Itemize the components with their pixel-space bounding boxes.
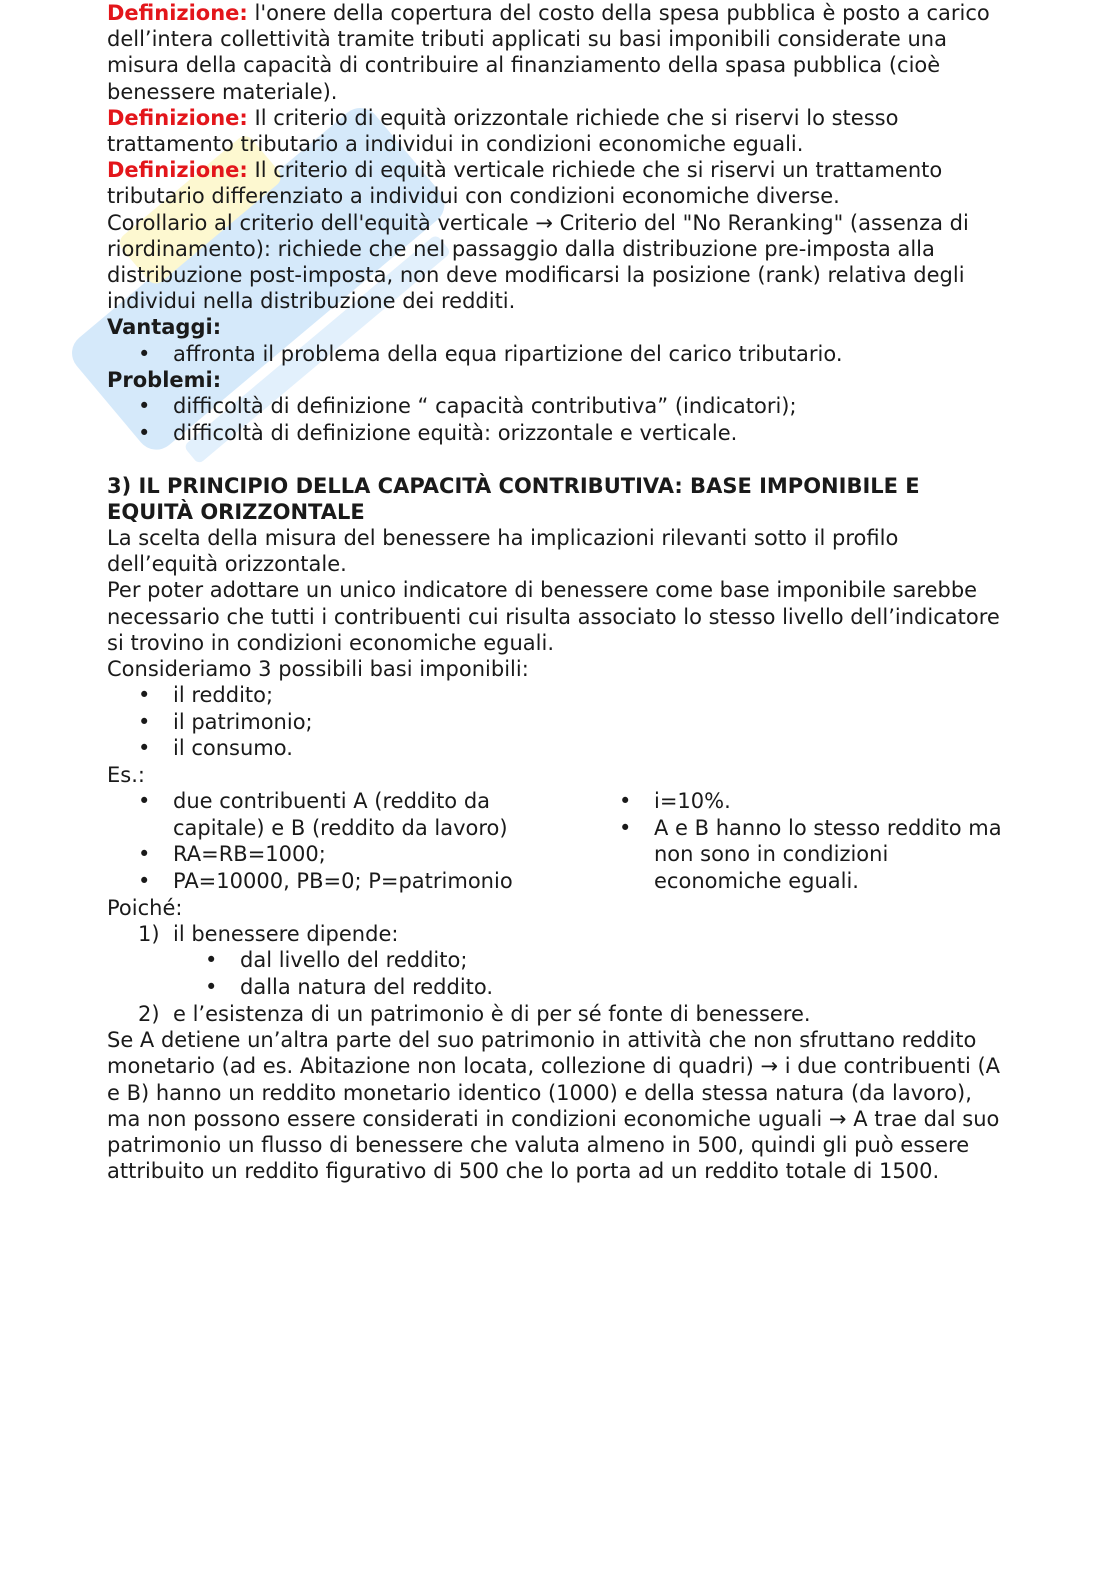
paragraph: Consideriamo 3 possibili basi imponibili:: [107, 657, 529, 682]
list-item: • i=10%.: [587, 788, 1007, 815]
list-item: • il patrimonio;: [107, 709, 1007, 736]
item-text: e l’esistenza di un patrimonio è di per sé fonte di benessere.: [173, 1001, 811, 1026]
example-columns: [107, 788, 1007, 894]
example-right-list: [587, 788, 1007, 894]
list-item: • dalla natura del reddito.: [107, 974, 1007, 1001]
document-page: [107, 0, 1007, 1184]
list-item: • dal livello del reddito;: [107, 947, 1007, 974]
numbered-item: [107, 1001, 1007, 1028]
paragraph: La scelta della misura del benessere ha implicazioni rilevanti sotto il profilo dell’equità orizzontale.: [107, 526, 899, 577]
example-right-column: [587, 788, 1007, 894]
problemi-title: Problemi:: [107, 368, 222, 393]
definition-label: Definizione:: [107, 105, 248, 130]
vantaggi-title: Vantaggi:: [107, 315, 222, 340]
list-item: • il reddito;: [107, 682, 1007, 709]
final-paragraph: Se A detiene un’altra parte del suo patrimonio in attività che non sfruttano reddito monetario (ad es. Abitazione non locata, collezione di quadri) → i due contribuenti (A e B) hanno un reddito monetario identico (1000) e della stessa natura (da lavoro), ma non possono essere considerati in condizioni economiche uguali → A trae dal suo patrimonio un flusso di benessere che valuta almeno in 500, quindi gli può essere attribuito un reddito figurativo di 500 che lo porta ad un reddito totale di 1500.: [107, 1028, 1001, 1184]
corollario-paragraph: Corollario al criterio dell'equità verticale → Criterio del "No Reranking" (assenza di riordinamento): richiede che nel passaggio dalla distribuzione pre-imposta alla distribuzione post-imposta, non deve modificarsi la posizione (rank) relativa degli individui nella distribuzione dei redditi.: [107, 210, 969, 314]
definition-3: [107, 157, 1007, 209]
example-left-column: [107, 788, 587, 894]
numbered-list: [107, 921, 1007, 948]
definition-1: [107, 0, 1007, 105]
poiche-label: Poiché:: [107, 895, 183, 920]
example-label: Es.:: [107, 763, 145, 788]
paragraph: Per poter adottare un unico indicatore di benessere come base imponibile sarebbe necessario che tutti i contribuenti cui risulta associato lo stesso livello dell’indicatore si trovino in condizioni economiche eguali.: [107, 578, 1000, 655]
section-heading: 3) IL PRINCIPIO DELLA CAPACITÀ CONTRIBUTIVA: BASE IMPONIBILE E EQUITÀ ORIZZONTALE: [107, 473, 920, 524]
list-item: • A e B hanno lo stesso reddito ma non sono in condizioni economiche eguali.: [587, 815, 1007, 895]
problemi-list: [107, 393, 1007, 446]
numbered-list: [107, 1001, 1007, 1028]
example-left-list: [107, 788, 587, 894]
basi-list: [107, 682, 1007, 762]
list-item: • RA=RB=1000;: [107, 841, 587, 868]
item-number: 2): [138, 1001, 160, 1026]
definition-text: Il criterio di equità verticale richiede che si riservi un trattamento tributario differenziato a individui con condizioni economiche diverse.: [107, 158, 943, 209]
list-item: • difficoltà di definizione “ capacità contributiva” (indicatori);: [107, 393, 1007, 420]
list-item: • affronta il problema della equa ripartizione del carico tributario.: [107, 341, 1007, 368]
definition-text: l'onere della copertura del costo della spesa pubblica è posto a carico dell’intera collettività tramite tributi applicati su basi imponibili considerate una misura della capacità di contribuire al finanziamento della spasa pubblica (cioè benessere materiale).: [107, 1, 990, 104]
numbered-item: [107, 921, 1007, 948]
definition-2: [107, 105, 1007, 157]
definition-text: Il criterio di equità orizzontale richiede che si riservi lo stesso trattamento tributario a individui in condizioni economiche eguali.: [107, 105, 899, 157]
vantaggi-list: [107, 341, 1007, 368]
list-item: • difficoltà di definizione equità: orizzontale e verticale.: [107, 420, 1007, 447]
definition-label: Definizione:: [107, 158, 248, 183]
list-item: • il consumo.: [107, 735, 1007, 762]
list-item: • PA=10000, PB=0; P=patrimonio: [107, 868, 587, 895]
spacer: [107, 447, 1007, 473]
item-text: il benessere dipende:: [173, 921, 399, 946]
definition-label: Definizione:: [107, 1, 248, 25]
sub-list: [107, 947, 1007, 1000]
item-number: 1): [138, 921, 160, 946]
list-item: • due contribuenti A (reddito da capitale) e B (reddito da lavoro): [107, 788, 587, 841]
